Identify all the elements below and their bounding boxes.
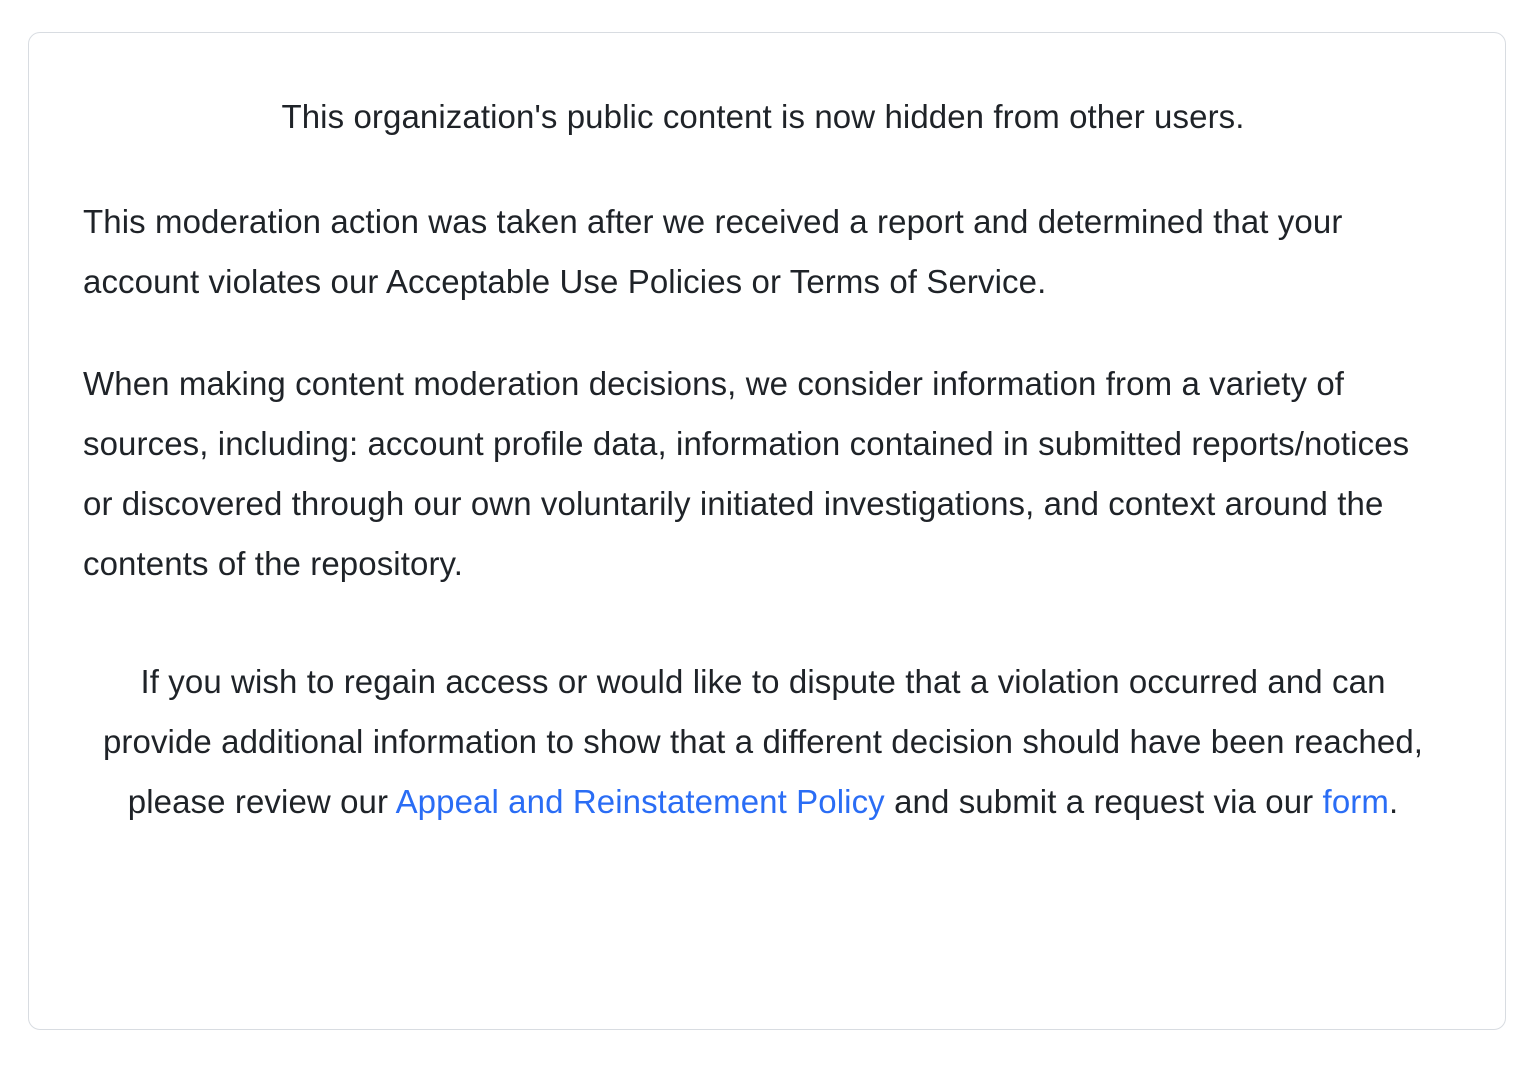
notice-appeal-paragraph — [83, 652, 1443, 832]
form-link[interactable]: form — [1322, 782, 1389, 820]
moderation-notice-card — [28, 32, 1506, 1030]
appeal-text-before: If you wish to regain access or would like to dispute that a violation occurred and can provide additional information to show that a different decision should have been reached, please review our — [102, 662, 1424, 820]
appeal-and-reinstatement-policy-link[interactable]: Appeal and Reinstatement Policy — [395, 782, 885, 820]
appeal-text-after: . — [1388, 782, 1399, 820]
notice-headline: This organization's public content is now hidden from other users. — [281, 98, 1245, 135]
appeal-text-middle: and submit a request via our — [884, 782, 1323, 820]
notice-paragraph-1: This moderation action was taken after we received a report and determined that your account violates our Acceptable Use Policies or Terms of Service. — [83, 202, 1343, 300]
notice-paragraph-2: When making content moderation decisions, we consider information from a variety of sources, including: account profile data, information contained in submitted reports/notices or discovered through our own voluntarily initiated investigations, and context around the contents of the repository. — [83, 364, 1410, 582]
